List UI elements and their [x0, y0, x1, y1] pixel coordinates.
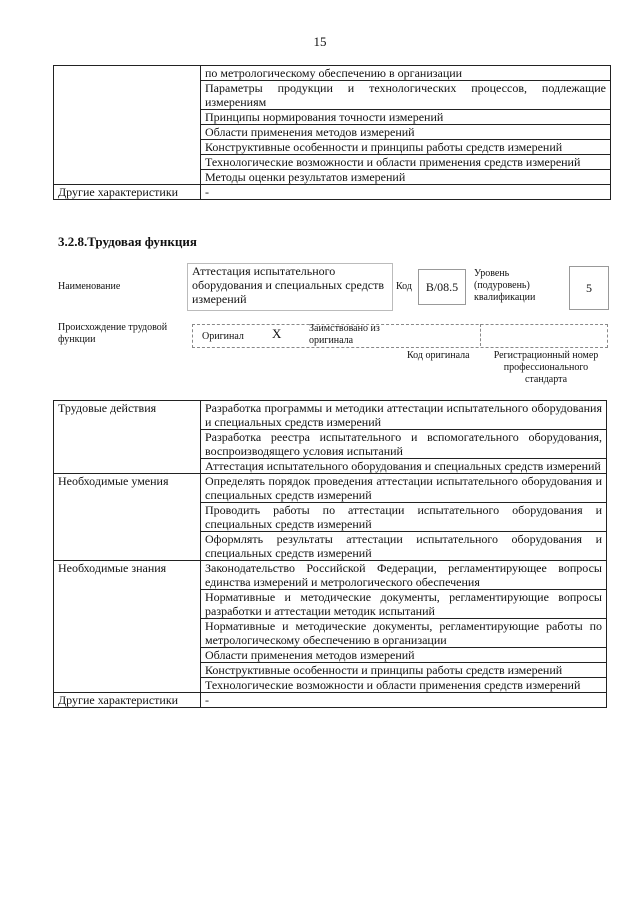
table-cell: Технологические возможности и области применения средств измерений	[201, 155, 611, 170]
continuation-table	[53, 65, 611, 200]
table-cell: Аттестация испытательного оборудования и специальных средств измерений	[201, 459, 607, 474]
table-cell: Определять порядок проведения аттестации испытательного оборудования и специальных средств измерений	[201, 474, 607, 503]
name-label: Наименование	[58, 281, 121, 292]
table-row	[54, 66, 611, 81]
code-original-label: Код оригинала	[407, 350, 470, 361]
table-cell: -	[201, 693, 607, 708]
level-value: 5	[569, 266, 609, 310]
code-value: B/08.5	[418, 269, 466, 305]
table-cell: Нормативные и методические документы, регламентирующие работы по метрологическому обеспечению в организации	[201, 619, 607, 648]
table-cell: Разработка реестра испытательного и вспомогательного оборудования, воспроизводящего условия испытаний	[201, 430, 607, 459]
table-cell: Области применения методов измерений	[201, 125, 611, 140]
table-cell: Нормативные и методические документы, регламентирующие вопросы разработки и аттестации методик испытаний	[201, 590, 607, 619]
table-row	[54, 561, 607, 590]
name-value: Аттестация испытательного оборудования и специальных средств измерений	[187, 263, 393, 311]
original-label: Оригинал	[202, 331, 244, 342]
table-cell: Проводить работы по аттестации испытательного оборудования и специальных средств измерений	[201, 503, 607, 532]
table-row	[54, 693, 607, 708]
table-cell-label	[54, 66, 201, 185]
table-cell: -	[201, 185, 611, 200]
reg-number-label: Регистрационный номер профессионального стандарта	[493, 350, 599, 385]
page-number: 15	[313, 34, 327, 49]
table-cell-label: Другие характеристики	[54, 693, 201, 708]
original-mark: X	[272, 326, 282, 341]
table-cell-label: Необходимые знания	[54, 561, 201, 693]
code-label: Код	[396, 281, 412, 292]
table-cell: Методы оценки результатов измерений	[201, 170, 611, 185]
table-cell: Оформлять результаты аттестации испытательного оборудования и специальных средств измерений	[201, 532, 607, 561]
section-heading: 3.2.8.Трудовая функция	[58, 234, 197, 249]
table-cell-label: Трудовые действия	[54, 401, 201, 474]
origin-divider	[480, 324, 481, 346]
origin-label: Происхождение трудовой функции	[58, 322, 168, 345]
table-cell-label: Необходимые умения	[54, 474, 201, 561]
table-cell: по метрологическому обеспечению в организации	[201, 66, 611, 81]
table-row	[54, 474, 607, 503]
labor-function-table	[53, 400, 607, 708]
table-cell: Конструктивные особенности и принципы работы средств измерений	[201, 663, 607, 678]
table-cell: Параметры продукции и технологических процессов, подлежащие измерениям	[201, 81, 611, 110]
table-cell: Принципы нормирования точности измерений	[201, 110, 611, 125]
table-cell-label: Другие характеристики	[54, 185, 201, 200]
borrowed-label: Заимствовано из оригинала	[309, 323, 380, 346]
table-row	[54, 185, 611, 200]
table-cell: Конструктивные особенности и принципы работы средств измерений	[201, 140, 611, 155]
table-cell: Технологические возможности и области применения средств измерений	[201, 678, 607, 693]
origin-box	[192, 324, 608, 348]
table-row	[54, 401, 607, 430]
table-cell: Области применения методов измерений	[201, 648, 607, 663]
table-cell: Разработка программы и методики аттестации испытательного оборудования и специальных средств измерений	[201, 401, 607, 430]
level-label: Уровень (подуровень) квалификации	[474, 268, 536, 303]
table-cell: Законодательство Российской Федерации, регламентирующее вопросы единства измерений и метрологического обеспечения	[201, 561, 607, 590]
